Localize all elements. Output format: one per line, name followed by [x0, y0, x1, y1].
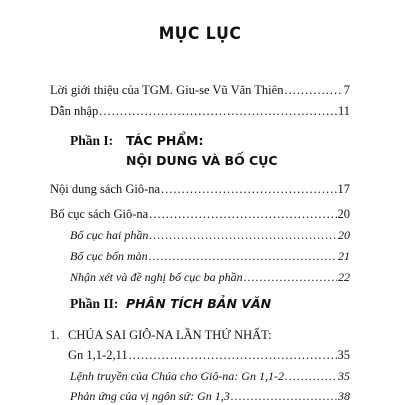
toc-entry-page: 20: [337, 207, 350, 221]
part-2-label: Phần II:: [70, 296, 119, 311]
leader-dots: [99, 104, 337, 119]
toc-entry-text: Nội dung sách Giô-na: [50, 182, 161, 196]
toc-subentry: [70, 228, 350, 244]
leader-dots: [285, 369, 337, 384]
toc-entry-page: 17: [337, 182, 350, 196]
leader-dots: [284, 83, 342, 98]
section-1-heading: [50, 328, 272, 343]
part-1-heading: [70, 133, 278, 168]
toc-entry-text: Bố cục hai phần: [70, 228, 149, 242]
leader-dots: [244, 270, 337, 285]
toc-entry-text: Lệnh truyền của Chúa cho Giô-na: Gn 1,1-2: [70, 369, 284, 383]
toc-entry-text: Bố cục bốn màn: [70, 249, 148, 263]
leader-dots: [231, 389, 337, 404]
toc-entry-page: 38: [338, 389, 350, 403]
leader-dots: [161, 182, 336, 197]
toc-entry-text: Gn 1,1-2,11: [68, 348, 128, 362]
leader-dots: [149, 249, 337, 264]
part-2-heading: [70, 296, 271, 312]
part-1-name-line1: TÁC PHẨM:: [126, 133, 204, 148]
toc-entry-text: Nhận xét và đề nghị bố cục ba phần: [70, 270, 243, 284]
toc-entry-text: Dẫn nhập: [50, 104, 99, 118]
toc-entry-page: 11: [337, 104, 350, 118]
toc-subentry: [70, 389, 350, 405]
toc-entry-page: 22: [338, 270, 350, 284]
leader-dots: [129, 348, 337, 363]
part-1-name-line2: NỘI DUNG VÀ BỐ CỤC: [126, 153, 278, 168]
toc-subentry: [70, 270, 350, 286]
section-1-title: CHÚA SAI GIÔ-NA LẦN THỨ NHẤT:: [68, 328, 272, 342]
part-1-label: Phần I:: [70, 133, 114, 148]
toc-entry-text: Lời giới thiệu của TGM. Giu-se Vũ Văn Thiên: [50, 83, 284, 97]
toc-entry-text: Bố cục sách Giô-na: [50, 207, 149, 221]
toc-entry-page: 35: [338, 369, 350, 383]
section-1-number: 1.: [50, 328, 60, 342]
leader-dots: [149, 207, 336, 222]
toc-subentry: [70, 369, 350, 385]
toc-entry-introduction: [50, 104, 350, 120]
toc-entry-section-1-ref: [68, 348, 350, 364]
toc-entry-content: [50, 182, 350, 198]
toc-subentry: [70, 249, 350, 265]
toc-entry-text: Phản ứng của vị ngôn sứ: Gn 1,3: [70, 389, 230, 403]
toc-entry-page: 35: [337, 348, 350, 362]
toc-entry-page: 21: [338, 249, 350, 263]
toc-entry-structure: [50, 207, 350, 223]
part-2-name: PHÂN TÍCH BẢN VĂN: [126, 296, 272, 311]
leader-dots: [149, 228, 337, 243]
toc-entry-page: 20: [338, 228, 350, 242]
toc-entry-page: 7: [343, 83, 350, 97]
page-title: MỤC LỤC: [158, 24, 242, 44]
toc-entry-foreword: [50, 83, 350, 99]
